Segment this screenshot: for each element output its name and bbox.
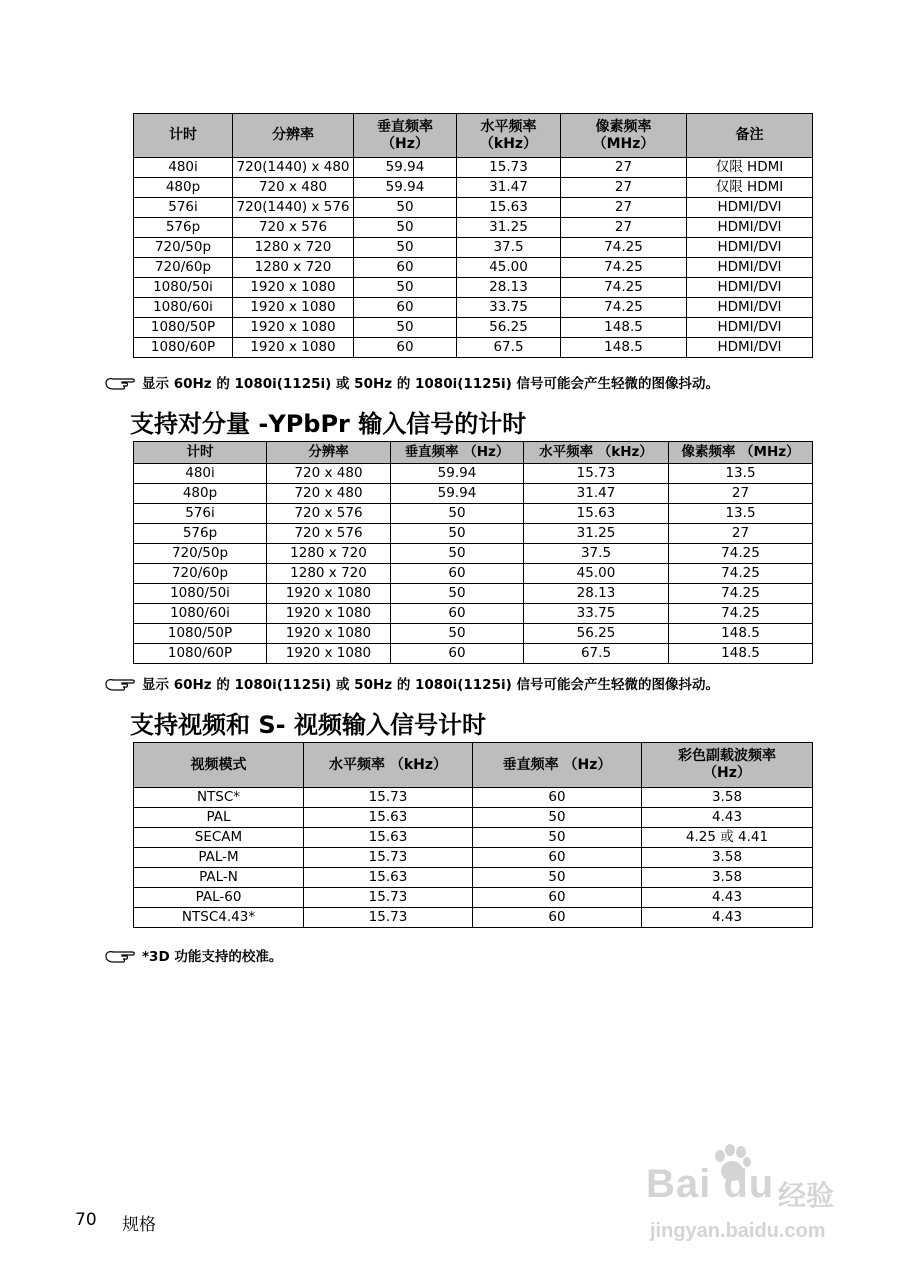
table-row [134, 828, 813, 848]
table-cell: 1080/50P [134, 624, 267, 644]
table-cell: 576p [134, 524, 267, 544]
watermark-url: jingyan.baidu.com [650, 1220, 826, 1242]
table-cell: 1080/50i [134, 278, 233, 298]
table-cell: 74.25 [561, 258, 687, 278]
table-cell: PAL-N [134, 868, 304, 888]
column-header: 备注 [687, 114, 813, 158]
pointing-hand-icon [104, 374, 138, 390]
table-cell: 74.25 [669, 584, 813, 604]
table-row [134, 544, 813, 564]
table-cell: HDMI/DVI [687, 298, 813, 318]
table-cell: 1280 x 720 [267, 544, 391, 564]
table-body [134, 788, 813, 928]
table-cell: 50 [391, 624, 524, 644]
table-cell: 148.5 [669, 624, 813, 644]
table-cell: HDMI/DVI [687, 258, 813, 278]
table-cell: 60 [391, 564, 524, 584]
table-cell: 1280 x 720 [233, 238, 354, 258]
table-cell: 31.47 [457, 178, 561, 198]
table-cell: PAL [134, 808, 304, 828]
table-cell: 60 [473, 908, 642, 928]
table-cell: 37.5 [457, 238, 561, 258]
table-row [134, 198, 813, 218]
table-cell: 50 [354, 218, 457, 238]
table-row [134, 788, 813, 808]
table-cell: 576i [134, 504, 267, 524]
table-cell: 67.5 [457, 338, 561, 358]
table-cell: 480p [134, 484, 267, 504]
table-row [134, 298, 813, 318]
hdmi-timing-table [133, 113, 813, 358]
table-row [134, 848, 813, 868]
column-header: 分辨率 [233, 114, 354, 158]
table-cell: HDMI/DVI [687, 278, 813, 298]
table-cell: 720/50p [134, 544, 267, 564]
pointing-hand-icon [104, 947, 138, 963]
table-row [134, 178, 813, 198]
table-cell: 1920 x 1080 [233, 298, 354, 318]
table-cell: 59.94 [391, 484, 524, 504]
note [104, 372, 719, 392]
column-header: 水平频率 （kHz） [304, 743, 473, 788]
table-cell: 37.5 [524, 544, 669, 564]
table-cell: 15.63 [457, 198, 561, 218]
table-cell: 60 [391, 644, 524, 664]
table-cell: 148.5 [561, 318, 687, 338]
table-cell: 60 [473, 888, 642, 908]
table-cell: 74.25 [561, 278, 687, 298]
table-cell: 27 [561, 218, 687, 238]
table-cell: 13.5 [669, 504, 813, 524]
table-cell: 720/60p [134, 258, 233, 278]
table-cell: 148.5 [669, 644, 813, 664]
table-cell: 720 x 480 [267, 464, 391, 484]
table-cell: 59.94 [354, 178, 457, 198]
table-cell: NTSC4.43* [134, 908, 304, 928]
table-cell: 1080/60P [134, 338, 233, 358]
table-cell: 74.25 [669, 604, 813, 624]
table-row [134, 158, 813, 178]
table-row [134, 504, 813, 524]
table-cell: 27 [669, 524, 813, 544]
table-cell: 60 [354, 298, 457, 318]
column-header: 垂直频率 （Hz） [473, 743, 642, 788]
table-cell: 4.43 [642, 808, 813, 828]
table-cell: 60 [473, 788, 642, 808]
note [104, 673, 719, 693]
table-cell: 480i [134, 158, 233, 178]
column-header: 像素频率 （MHz） [669, 442, 813, 464]
table-cell: 15.73 [457, 158, 561, 178]
table-cell: 480i [134, 464, 267, 484]
table-cell: 1080/60i [134, 298, 233, 318]
table-cell: 74.25 [669, 544, 813, 564]
table-body [134, 464, 813, 664]
table-cell: 15.63 [304, 828, 473, 848]
pointing-hand-icon [104, 675, 138, 691]
table-cell: 576i [134, 198, 233, 218]
table-cell: 1080/60P [134, 644, 267, 664]
table-cell: 480p [134, 178, 233, 198]
table-cell: HDMI/DVI [687, 218, 813, 238]
table-cell: 45.00 [457, 258, 561, 278]
table-cell: 720 x 576 [233, 218, 354, 238]
table-cell: 50 [391, 524, 524, 544]
table-cell: 50 [354, 198, 457, 218]
table-cell: 67.5 [524, 644, 669, 664]
table-row [134, 644, 813, 664]
table-cell: 1920 x 1080 [233, 318, 354, 338]
column-header: 水平频率 （kHz） [524, 442, 669, 464]
table-cell: HDMI/DVI [687, 238, 813, 258]
table-cell: 15.73 [524, 464, 669, 484]
table-cell: 1080/60i [134, 604, 267, 624]
table-cell: 3.58 [642, 868, 813, 888]
column-header: 计时 [134, 114, 233, 158]
table-cell: 15.73 [304, 888, 473, 908]
table-cell: 27 [669, 484, 813, 504]
table-row [134, 238, 813, 258]
table-cell: 720 x 480 [267, 484, 391, 504]
table-cell: 60 [354, 258, 457, 278]
table-row [134, 318, 813, 338]
table-cell: 576p [134, 218, 233, 238]
table-row [134, 278, 813, 298]
table-cell: 27 [561, 178, 687, 198]
table-cell: 56.25 [457, 318, 561, 338]
table-cell: 720(1440) x 576 [233, 198, 354, 218]
table-cell: 3.58 [642, 788, 813, 808]
table-cell: HDMI/DVI [687, 338, 813, 358]
table-cell: 720 x 576 [267, 504, 391, 524]
table-cell: 31.25 [524, 524, 669, 544]
section-label: 规格 [122, 1215, 156, 1235]
table-cell: 59.94 [354, 158, 457, 178]
section-heading: 支持对分量 -YPbPr 输入信号的计时 [130, 410, 527, 438]
table-cell: 15.73 [304, 848, 473, 868]
table-cell: 50 [391, 544, 524, 564]
table-cell: 27 [561, 198, 687, 218]
column-header: 彩色副载波频率 （Hz） [642, 743, 813, 788]
table-cell: SECAM [134, 828, 304, 848]
table-cell: PAL-60 [134, 888, 304, 908]
table-cell: 1920 x 1080 [267, 624, 391, 644]
table-header-row [134, 743, 813, 788]
table-cell: 720 x 480 [233, 178, 354, 198]
table-cell: 720/50p [134, 238, 233, 258]
table-cell: 仅限 HDMI [687, 178, 813, 198]
table-cell: 50 [354, 278, 457, 298]
table-cell: 50 [391, 504, 524, 524]
note-text: 显示 60Hz 的 1080i(1125i) 或 50Hz 的 1080i(1125i) 信号可能会产生轻微的图像抖动。 [142, 376, 719, 392]
column-header: 垂直频率 （Hz） [391, 442, 524, 464]
table-row [134, 604, 813, 624]
column-header: 像素频率 （MHz） [561, 114, 687, 158]
table-cell: 45.00 [524, 564, 669, 584]
column-header: 计时 [134, 442, 267, 464]
table-cell: 50 [391, 584, 524, 604]
table-cell: 33.75 [524, 604, 669, 624]
table-row [134, 218, 813, 238]
table-cell: 60 [354, 338, 457, 358]
table-row [134, 484, 813, 504]
table-cell: 50 [354, 238, 457, 258]
table-header-row [134, 114, 813, 158]
table-cell: 60 [391, 604, 524, 624]
baidu-watermark [640, 1140, 860, 1260]
table-cell: 56.25 [524, 624, 669, 644]
table-cell: 60 [473, 848, 642, 868]
note-text: 显示 60Hz 的 1080i(1125i) 或 50Hz 的 1080i(1125i) 信号可能会产生轻微的图像抖动。 [142, 677, 719, 693]
table-row [134, 524, 813, 544]
table-cell: 1920 x 1080 [267, 604, 391, 624]
table-cell: 1920 x 1080 [267, 644, 391, 664]
table-header-row [134, 442, 813, 464]
table-cell: 15.63 [304, 808, 473, 828]
table-cell: 4.43 [642, 908, 813, 928]
table-cell: 720/60p [134, 564, 267, 584]
table-cell: 50 [354, 318, 457, 338]
section-heading: 支持视频和 S- 视频输入信号计时 [130, 711, 486, 739]
table-row [134, 584, 813, 604]
table-cell: 74.25 [561, 298, 687, 318]
table-cell: 33.75 [457, 298, 561, 318]
table-row [134, 564, 813, 584]
table-row [134, 868, 813, 888]
table-row [134, 624, 813, 644]
column-header: 垂直频率 （Hz） [354, 114, 457, 158]
table-row [134, 338, 813, 358]
table-body [134, 158, 813, 358]
table-row [134, 888, 813, 908]
table-cell: 720(1440) x 480 [233, 158, 354, 178]
table-cell: 28.13 [457, 278, 561, 298]
table-cell: 59.94 [391, 464, 524, 484]
table-cell: 4.43 [642, 888, 813, 908]
table-cell: NTSC* [134, 788, 304, 808]
table-cell: 1280 x 720 [267, 564, 391, 584]
table-cell: 27 [561, 158, 687, 178]
table-cell: HDMI/DVI [687, 318, 813, 338]
table-row [134, 464, 813, 484]
table-cell: 74.25 [561, 238, 687, 258]
column-header: 视频模式 [134, 743, 304, 788]
table-cell: 50 [473, 828, 642, 848]
table-cell: 15.73 [304, 908, 473, 928]
page-number: 70 [75, 1210, 97, 1230]
table-cell: 15.63 [524, 504, 669, 524]
ypbpr-timing-table [133, 441, 813, 664]
watermark-logo: Bai du [646, 1162, 775, 1206]
table-cell: 50 [473, 808, 642, 828]
table-cell: 1920 x 1080 [233, 278, 354, 298]
table-cell: 1920 x 1080 [233, 338, 354, 358]
table-cell: 1920 x 1080 [267, 584, 391, 604]
table-cell: 4.25 或 4.41 [642, 828, 813, 848]
table-cell: 50 [473, 868, 642, 888]
table-cell: 1280 x 720 [233, 258, 354, 278]
table-row [134, 808, 813, 828]
table-row [134, 258, 813, 278]
table-row [134, 908, 813, 928]
column-header: 水平频率 （kHz） [457, 114, 561, 158]
table-cell: HDMI/DVI [687, 198, 813, 218]
table-cell: 28.13 [524, 584, 669, 604]
table-cell: PAL-M [134, 848, 304, 868]
table-cell: 仅限 HDMI [687, 158, 813, 178]
table-cell: 31.47 [524, 484, 669, 504]
video-timing-table [133, 742, 813, 928]
watermark-brand: 经验 [778, 1179, 835, 1212]
table-cell: 1080/50P [134, 318, 233, 338]
table-cell: 31.25 [457, 218, 561, 238]
table-cell: 13.5 [669, 464, 813, 484]
table-cell: 74.25 [669, 564, 813, 584]
table-cell: 3.58 [642, 848, 813, 868]
table-cell: 720 x 576 [267, 524, 391, 544]
table-cell: 148.5 [561, 338, 687, 358]
column-header: 分辨率 [267, 442, 391, 464]
table-cell: 1080/50i [134, 584, 267, 604]
note-text: *3D 功能支持的校准。 [142, 949, 283, 965]
note [104, 945, 282, 965]
table-cell: 15.73 [304, 788, 473, 808]
table-cell: 15.63 [304, 868, 473, 888]
